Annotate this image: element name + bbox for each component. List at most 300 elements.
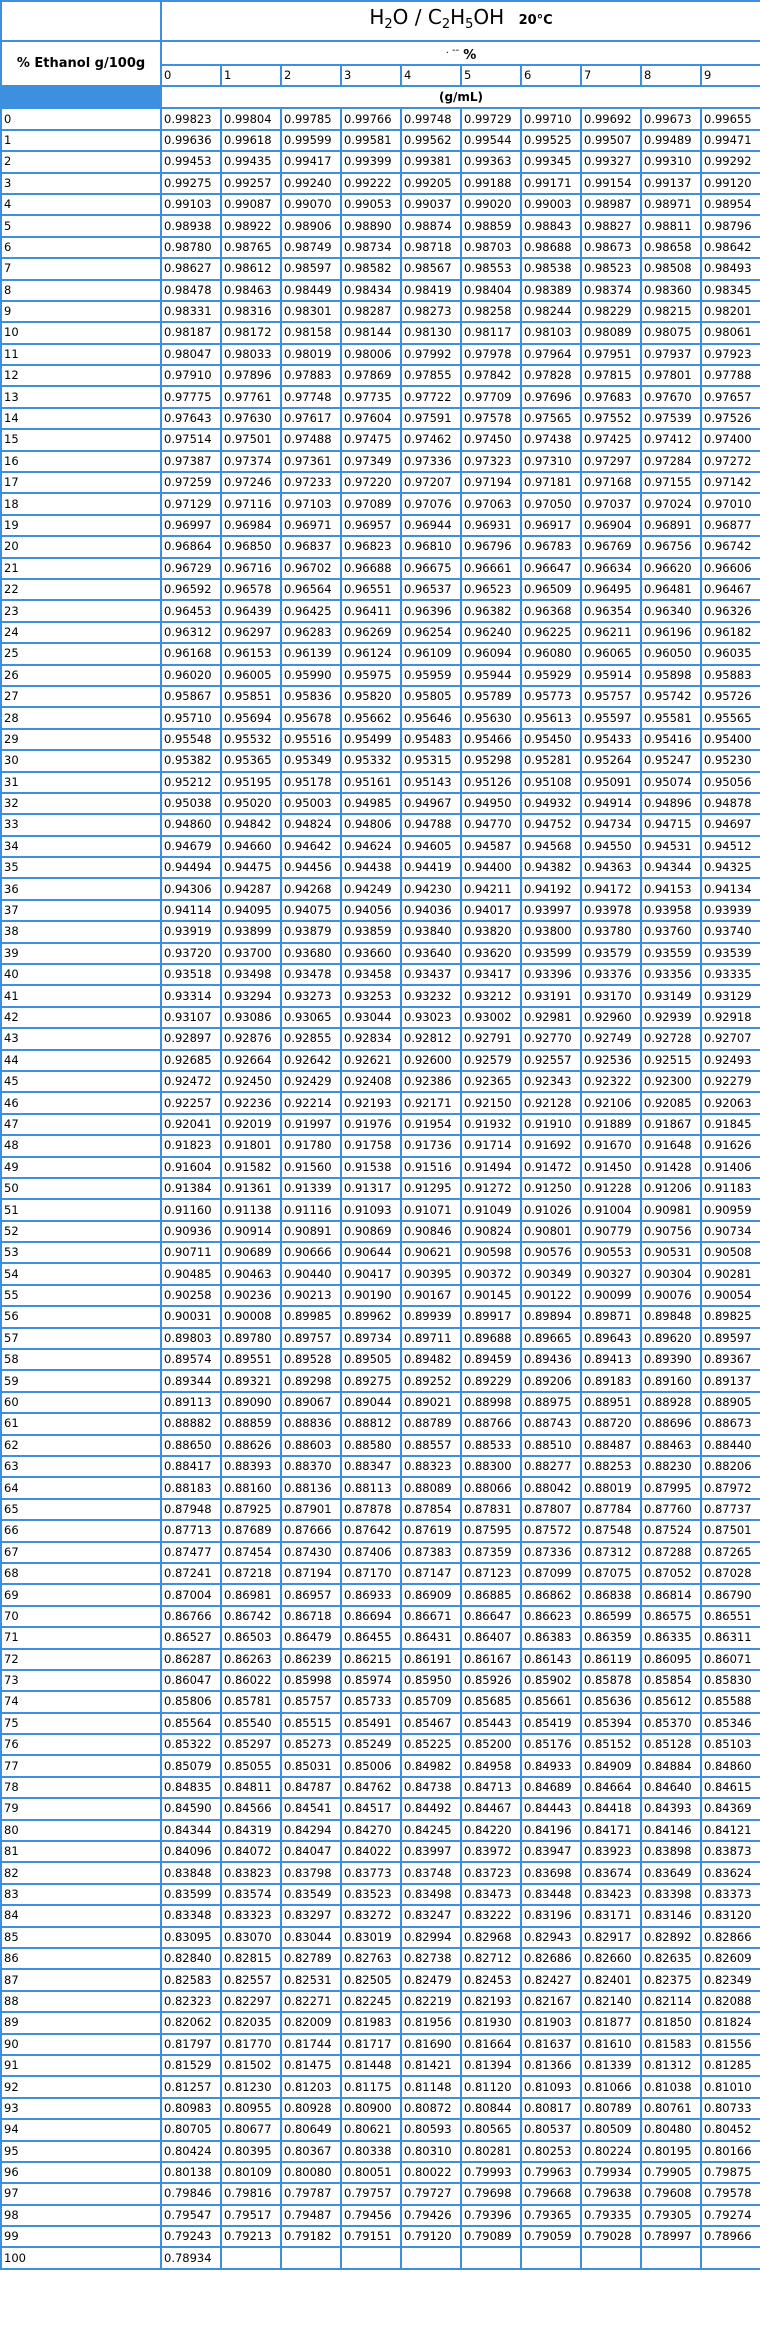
density-cell: 0.95914 xyxy=(581,665,641,686)
table-row xyxy=(1,1862,760,1883)
density-cell: 0.92897 xyxy=(161,1028,221,1049)
density-cell: 0.80022 xyxy=(401,2162,461,2183)
density-cell: 0.94967 xyxy=(401,793,461,814)
density-cell: 0.91648 xyxy=(641,1135,701,1156)
row-percent-label: 98 xyxy=(1,2205,161,2226)
density-cell: 0.83373 xyxy=(701,1884,760,1905)
density-cell: 0.94932 xyxy=(521,793,581,814)
density-cell: 0.96891 xyxy=(641,515,701,536)
density-cell: 0.91867 xyxy=(641,1114,701,1135)
density-cell: 0.90485 xyxy=(161,1263,221,1284)
density-cell: 0.91823 xyxy=(161,1135,221,1156)
density-cell: 0.82815 xyxy=(221,1948,281,1969)
density-cell: 0.98508 xyxy=(641,258,701,279)
density-cell: 0.79993 xyxy=(461,2162,521,2183)
table-row xyxy=(1,1028,760,1049)
table-row xyxy=(1,1520,760,1541)
row-percent-label: 81 xyxy=(1,1841,161,1862)
density-cell: 0.89962 xyxy=(341,1306,401,1327)
density-cell: 0.83947 xyxy=(521,1841,581,1862)
percent-label: . -- % xyxy=(161,41,760,65)
density-cell: 0.85467 xyxy=(401,1713,461,1734)
row-percent-label: 71 xyxy=(1,1627,161,1648)
density-cell: 0.93840 xyxy=(401,921,461,942)
density-cell: 0.92171 xyxy=(401,1092,461,1113)
density-cell: 0.78997 xyxy=(641,2226,701,2247)
row-percent-label: 21 xyxy=(1,558,161,579)
density-cell: 0.81066 xyxy=(581,2076,641,2097)
table-row xyxy=(1,900,760,921)
density-cell: 0.87689 xyxy=(221,1520,281,1541)
density-cell: 0.98971 xyxy=(641,194,701,215)
table-row xyxy=(1,301,760,322)
density-cell: 0.89665 xyxy=(521,1328,581,1349)
density-cell: 0.86407 xyxy=(461,1627,521,1648)
density-cell: 0.94172 xyxy=(581,878,641,899)
density-cell: 0.87831 xyxy=(461,1499,521,1520)
density-cell: 0.81877 xyxy=(581,2012,641,2033)
density-cell: 0.84171 xyxy=(581,1820,641,1841)
density-cell: 0.89551 xyxy=(221,1349,281,1370)
density-cell: 0.85273 xyxy=(281,1734,341,1755)
density-cell: 0.93191 xyxy=(521,985,581,1006)
density-cell: 0.95161 xyxy=(341,772,401,793)
density-cell: 0.93660 xyxy=(341,943,401,964)
density-cell: 0.81637 xyxy=(521,2034,581,2055)
density-cell: 0.83823 xyxy=(221,1862,281,1883)
density-cell: 0.95003 xyxy=(281,793,341,814)
table-row xyxy=(1,1306,760,1327)
density-cell: 0.94363 xyxy=(581,857,641,878)
density-cell: 0.91714 xyxy=(461,1135,521,1156)
row-percent-label: 78 xyxy=(1,1777,161,1798)
density-cell: 0.92343 xyxy=(521,1071,581,1092)
row-percent-label: 74 xyxy=(1,1691,161,1712)
density-cell: 0.83070 xyxy=(221,1927,281,1948)
density-cell: 0.83448 xyxy=(521,1884,581,1905)
density-cell: 0.83247 xyxy=(401,1905,461,1926)
density-cell: 0.84787 xyxy=(281,1777,341,1798)
density-cell: 0.90869 xyxy=(341,1221,401,1242)
table-row xyxy=(1,1820,760,1841)
density-cell: 0.94878 xyxy=(701,793,760,814)
density-cell: 0.95532 xyxy=(221,729,281,750)
density-cell: 0.98360 xyxy=(641,280,701,301)
density-cell: 0.96050 xyxy=(641,643,701,664)
density-cell: 0.96810 xyxy=(401,536,461,557)
density-cell: 0.88836 xyxy=(281,1413,341,1434)
density-cell: 0.98172 xyxy=(221,322,281,343)
density-cell: 0.90621 xyxy=(401,1242,461,1263)
density-cell: 0.98374 xyxy=(581,280,641,301)
density-cell: 0.89688 xyxy=(461,1328,521,1349)
row-percent-label: 61 xyxy=(1,1413,161,1434)
density-cell: 0.97801 xyxy=(641,365,701,386)
density-cell: 0.79028 xyxy=(581,2226,641,2247)
density-cell: 0.94400 xyxy=(461,857,521,878)
density-cell: 0.82193 xyxy=(461,1991,521,2012)
density-cell: 0.83972 xyxy=(461,1841,521,1862)
density-cell: 0.83923 xyxy=(581,1841,641,1862)
density-cell: 0.86647 xyxy=(461,1606,521,1627)
density-cell: 0.95646 xyxy=(401,707,461,728)
row-percent-label: 79 xyxy=(1,1798,161,1819)
density-cell: 0.87948 xyxy=(161,1499,221,1520)
density-cell: 0.96124 xyxy=(341,643,401,664)
table-row xyxy=(1,686,760,707)
row-percent-label: 38 xyxy=(1,921,161,942)
density-cell: 0.94075 xyxy=(281,900,341,921)
density-cell: 0.96675 xyxy=(401,558,461,579)
density-cell: 0.84860 xyxy=(701,1755,760,1776)
table-row xyxy=(1,1263,760,1284)
density-cell: 0.84835 xyxy=(161,1777,221,1798)
density-cell: 0.79151 xyxy=(341,2226,401,2247)
table-row xyxy=(1,729,760,750)
density-cell: 0.80900 xyxy=(341,2098,401,2119)
density-cell: 0.87312 xyxy=(581,1542,641,1563)
density-cell: 0.96020 xyxy=(161,665,221,686)
density-cell: 0.89367 xyxy=(701,1349,760,1370)
density-cell: 0.86551 xyxy=(701,1606,760,1627)
density-cell xyxy=(641,2247,701,2268)
density-cell: 0.94192 xyxy=(521,878,581,899)
density-cell: 0.89113 xyxy=(161,1392,221,1413)
density-cell: 0.78934 xyxy=(161,2247,221,2268)
table-row xyxy=(1,1777,760,1798)
density-cell: 0.89413 xyxy=(581,1349,641,1370)
table-row xyxy=(1,258,760,279)
density-cell: 0.94568 xyxy=(521,836,581,857)
density-cell: 0.82114 xyxy=(641,1991,701,2012)
table-row xyxy=(1,1242,760,1263)
density-cell: 0.91272 xyxy=(461,1178,521,1199)
density-cell: 0.98673 xyxy=(581,237,641,258)
row-percent-label: 29 xyxy=(1,729,161,750)
table-row xyxy=(1,1435,760,1456)
density-cell: 0.90031 xyxy=(161,1306,221,1327)
table-row xyxy=(1,1969,760,1990)
density-cell: 0.99692 xyxy=(581,108,641,129)
density-cell: 0.97089 xyxy=(341,493,401,514)
row-percent-label: 48 xyxy=(1,1135,161,1156)
density-cell: 0.88393 xyxy=(221,1456,281,1477)
density-cell: 0.93539 xyxy=(701,943,760,964)
density-cell: 0.89894 xyxy=(521,1306,581,1327)
density-cell: 0.82140 xyxy=(581,1991,641,2012)
density-cell: 0.99103 xyxy=(161,194,221,215)
density-cell: 0.81093 xyxy=(521,2076,581,2097)
density-cell: 0.86909 xyxy=(401,1584,461,1605)
density-cell: 0.92214 xyxy=(281,1092,341,1113)
density-cell: 0.93437 xyxy=(401,964,461,985)
density-cell: 0.86862 xyxy=(521,1584,581,1605)
table-row xyxy=(1,1627,760,1648)
density-cell: 0.92472 xyxy=(161,1071,221,1092)
row-percent-label: 62 xyxy=(1,1435,161,1456)
density-cell: 0.79396 xyxy=(461,2205,521,2226)
row-percent-label: 31 xyxy=(1,772,161,793)
table-row xyxy=(1,943,760,964)
density-cell: 0.81529 xyxy=(161,2055,221,2076)
density-cell: 0.96094 xyxy=(461,643,521,664)
density-cell: 0.86814 xyxy=(641,1584,701,1605)
table-row xyxy=(1,1798,760,1819)
density-cell: 0.84096 xyxy=(161,1841,221,1862)
density-cell: 0.89734 xyxy=(341,1328,401,1349)
density-cell: 0.92685 xyxy=(161,1050,221,1071)
density-cell: 0.85854 xyxy=(641,1670,701,1691)
density-cell: 0.85370 xyxy=(641,1713,701,1734)
table-row xyxy=(1,472,760,493)
density-cell: 0.80593 xyxy=(401,2119,461,2140)
density-cell: 0.95056 xyxy=(701,772,760,793)
row-percent-label: 87 xyxy=(1,1969,161,1990)
table-row xyxy=(1,665,760,686)
density-cell: 0.97220 xyxy=(341,472,401,493)
density-cell: 0.85128 xyxy=(641,1734,701,1755)
density-cell: 0.89780 xyxy=(221,1328,281,1349)
density-cell xyxy=(221,2247,281,2268)
density-cell: 0.81903 xyxy=(521,2012,581,2033)
density-cell: 0.96769 xyxy=(581,536,641,557)
density-cell: 0.84369 xyxy=(701,1798,760,1819)
column-header: 0 xyxy=(161,65,221,86)
density-cell: 0.82789 xyxy=(281,1948,341,1969)
density-cell: 0.80281 xyxy=(461,2141,521,2162)
density-cell: 0.95710 xyxy=(161,707,221,728)
density-cell: 0.85685 xyxy=(461,1691,521,1712)
density-cell: 0.94715 xyxy=(641,814,701,835)
density-cell: 0.88812 xyxy=(341,1413,401,1434)
row-percent-label: 11 xyxy=(1,344,161,365)
density-cell: 0.96283 xyxy=(281,622,341,643)
density-cell: 0.88113 xyxy=(341,1477,401,1498)
density-cell: 0.88743 xyxy=(521,1413,581,1434)
density-cell: 0.81010 xyxy=(701,2076,760,2097)
density-cell: 0.91384 xyxy=(161,1178,221,1199)
density-cell: 0.88533 xyxy=(461,1435,521,1456)
row-percent-label: 3 xyxy=(1,173,161,194)
density-cell: 0.80649 xyxy=(281,2119,341,2140)
density-cell: 0.83171 xyxy=(581,1905,641,1926)
density-cell: 0.81610 xyxy=(581,2034,641,2055)
density-cell: 0.88136 xyxy=(281,1477,341,1498)
density-cell: 0.94914 xyxy=(581,793,641,814)
density-cell: 0.84467 xyxy=(461,1798,521,1819)
density-cell: 0.98749 xyxy=(281,237,341,258)
density-cell: 0.83848 xyxy=(161,1862,221,1883)
density-cell: 0.91228 xyxy=(581,1178,641,1199)
table-row xyxy=(1,1948,760,1969)
density-cell: 0.96509 xyxy=(521,579,581,600)
density-cell: 0.93879 xyxy=(281,921,341,942)
density-cell: 0.98567 xyxy=(401,258,461,279)
density-cell: 0.89206 xyxy=(521,1370,581,1391)
density-cell: 0.89482 xyxy=(401,1349,461,1370)
density-cell: 0.90779 xyxy=(581,1221,641,1242)
density-cell: 0.96837 xyxy=(281,536,341,557)
density-cell: 0.97526 xyxy=(701,408,760,429)
density-cell: 0.83873 xyxy=(701,1841,760,1862)
density-cell: 0.88347 xyxy=(341,1456,401,1477)
density-cell: 0.97896 xyxy=(221,365,281,386)
density-cell: 0.88042 xyxy=(521,1477,581,1498)
density-cell: 0.96551 xyxy=(341,579,401,600)
row-percent-label: 90 xyxy=(1,2034,161,2055)
density-cell: 0.84884 xyxy=(641,1755,701,1776)
density-cell: 0.80621 xyxy=(341,2119,401,2140)
density-cell: 0.85394 xyxy=(581,1713,641,1734)
table-body xyxy=(1,108,760,2268)
density-cell: 0.92257 xyxy=(161,1092,221,1113)
row-percent-label: 94 xyxy=(1,2119,161,2140)
table-row xyxy=(1,2141,760,2162)
density-cell: 0.99292 xyxy=(701,151,760,172)
density-cell: 0.82712 xyxy=(461,1948,521,1969)
density-cell: 0.82009 xyxy=(281,2012,341,2033)
density-cell: 0.93023 xyxy=(401,1007,461,1028)
density-cell: 0.97488 xyxy=(281,429,341,450)
row-percent-label: 89 xyxy=(1,2012,161,2033)
table-row xyxy=(1,1135,760,1156)
table-row xyxy=(1,2247,760,2268)
row-percent-label: 20 xyxy=(1,536,161,557)
row-percent-label: 83 xyxy=(1,1884,161,1905)
density-cell: 0.87028 xyxy=(701,1563,760,1584)
column-header: 2 xyxy=(281,65,341,86)
density-cell: 0.81366 xyxy=(521,2055,581,2076)
density-cell: 0.85998 xyxy=(281,1670,341,1691)
density-cell: 0.95038 xyxy=(161,793,221,814)
density-cell: 0.83146 xyxy=(641,1905,701,1926)
density-cell: 0.95230 xyxy=(701,750,760,771)
density-cell: 0.85491 xyxy=(341,1713,401,1734)
row-percent-label: 35 xyxy=(1,857,161,878)
density-cell: 0.90258 xyxy=(161,1285,221,1306)
density-cell: 0.97775 xyxy=(161,386,221,407)
density-cell: 0.98734 xyxy=(341,237,401,258)
density-cell: 0.96396 xyxy=(401,600,461,621)
density-cell: 0.79934 xyxy=(581,2162,641,2183)
density-cell: 0.88370 xyxy=(281,1456,341,1477)
row-percent-label: 18 xyxy=(1,493,161,514)
density-cell: 0.87619 xyxy=(401,1520,461,1541)
density-cell: 0.98765 xyxy=(221,237,281,258)
density-cell: 0.98703 xyxy=(461,237,521,258)
table-row xyxy=(1,750,760,771)
density-cell: 0.88066 xyxy=(461,1477,521,1498)
density-cell: 0.99766 xyxy=(341,108,401,129)
density-cell: 0.87147 xyxy=(401,1563,461,1584)
density-cell: 0.87854 xyxy=(401,1499,461,1520)
density-cell: 0.94211 xyxy=(461,878,521,899)
row-percent-label: 67 xyxy=(1,1542,161,1563)
density-cell: 0.82297 xyxy=(221,1991,281,2012)
density-cell: 0.84196 xyxy=(521,1820,581,1841)
row-percent-label: 16 xyxy=(1,451,161,472)
density-cell: 0.89044 xyxy=(341,1392,401,1413)
density-cell: 0.96716 xyxy=(221,558,281,579)
density-cell: 0.83898 xyxy=(641,1841,701,1862)
density-cell: 0.89620 xyxy=(641,1328,701,1349)
density-cell: 0.96523 xyxy=(461,579,521,600)
density-cell: 0.98229 xyxy=(581,301,641,322)
density-cell: 0.95805 xyxy=(401,686,461,707)
density-cell: 0.88626 xyxy=(221,1435,281,1456)
density-cell: 0.92791 xyxy=(461,1028,521,1049)
density-cell: 0.95091 xyxy=(581,772,641,793)
table-row xyxy=(1,1370,760,1391)
density-cell: 0.96984 xyxy=(221,515,281,536)
density-cell: 0.91670 xyxy=(581,1135,641,1156)
density-cell: 0.87123 xyxy=(461,1563,521,1584)
density-cell: 0.83498 xyxy=(401,1884,461,1905)
density-cell: 0.96425 xyxy=(281,600,341,621)
row-percent-label: 1 xyxy=(1,130,161,151)
density-cell: 0.94679 xyxy=(161,836,221,857)
density-cell: 0.81983 xyxy=(341,2012,401,2033)
density-cell: 0.95726 xyxy=(701,686,760,707)
density-cell: 0.95382 xyxy=(161,750,221,771)
column-header: 5 xyxy=(461,65,521,86)
density-cell: 0.90213 xyxy=(281,1285,341,1306)
density-cell: 0.89252 xyxy=(401,1370,461,1391)
density-cell: 0.93273 xyxy=(281,985,341,1006)
density-cell: 0.97539 xyxy=(641,408,701,429)
density-cell: 0.88253 xyxy=(581,1456,641,1477)
density-cell: 0.95597 xyxy=(581,707,641,728)
density-cell: 0.85902 xyxy=(521,1670,581,1691)
row-percent-label: 39 xyxy=(1,943,161,964)
density-cell: 0.87454 xyxy=(221,1542,281,1563)
density-cell: 0.79547 xyxy=(161,2205,221,2226)
density-cell: 0.90846 xyxy=(401,1221,461,1242)
density-cell: 0.93518 xyxy=(161,964,221,985)
row-percent-label: 66 xyxy=(1,1520,161,1541)
density-cell: 0.93232 xyxy=(401,985,461,1006)
table-row xyxy=(1,108,760,129)
density-cell: 0.92236 xyxy=(221,1092,281,1113)
density-cell: 0.83196 xyxy=(521,1905,581,1926)
density-cell: 0.99673 xyxy=(641,108,701,129)
density-cell: 0.99053 xyxy=(341,194,401,215)
density-cell: 0.98301 xyxy=(281,301,341,322)
density-cell: 0.92600 xyxy=(401,1050,461,1071)
density-cell: 0.94306 xyxy=(161,878,221,899)
density-cell: 0.97374 xyxy=(221,451,281,472)
density-cell: 0.80224 xyxy=(581,2141,641,2162)
density-cell: 0.92106 xyxy=(581,1092,641,1113)
row-percent-label: 28 xyxy=(1,707,161,728)
density-cell: 0.87737 xyxy=(701,1499,760,1520)
density-cell: 0.86527 xyxy=(161,1627,221,1648)
density-cell: 0.98811 xyxy=(641,215,701,236)
table-row xyxy=(1,151,760,172)
density-cell: 0.92365 xyxy=(461,1071,521,1092)
density-cell: 0.97024 xyxy=(641,493,701,514)
table-row xyxy=(1,451,760,472)
density-cell: 0.96729 xyxy=(161,558,221,579)
row-percent-label: 72 xyxy=(1,1649,161,1670)
density-cell: 0.89183 xyxy=(581,1370,641,1391)
density-cell: 0.88510 xyxy=(521,1435,581,1456)
density-cell: 0.93760 xyxy=(641,921,701,942)
density-cell: 0.95990 xyxy=(281,665,341,686)
density-cell: 0.90076 xyxy=(641,1285,701,1306)
row-percent-label: 47 xyxy=(1,1114,161,1135)
density-cell: 0.95281 xyxy=(521,750,581,771)
